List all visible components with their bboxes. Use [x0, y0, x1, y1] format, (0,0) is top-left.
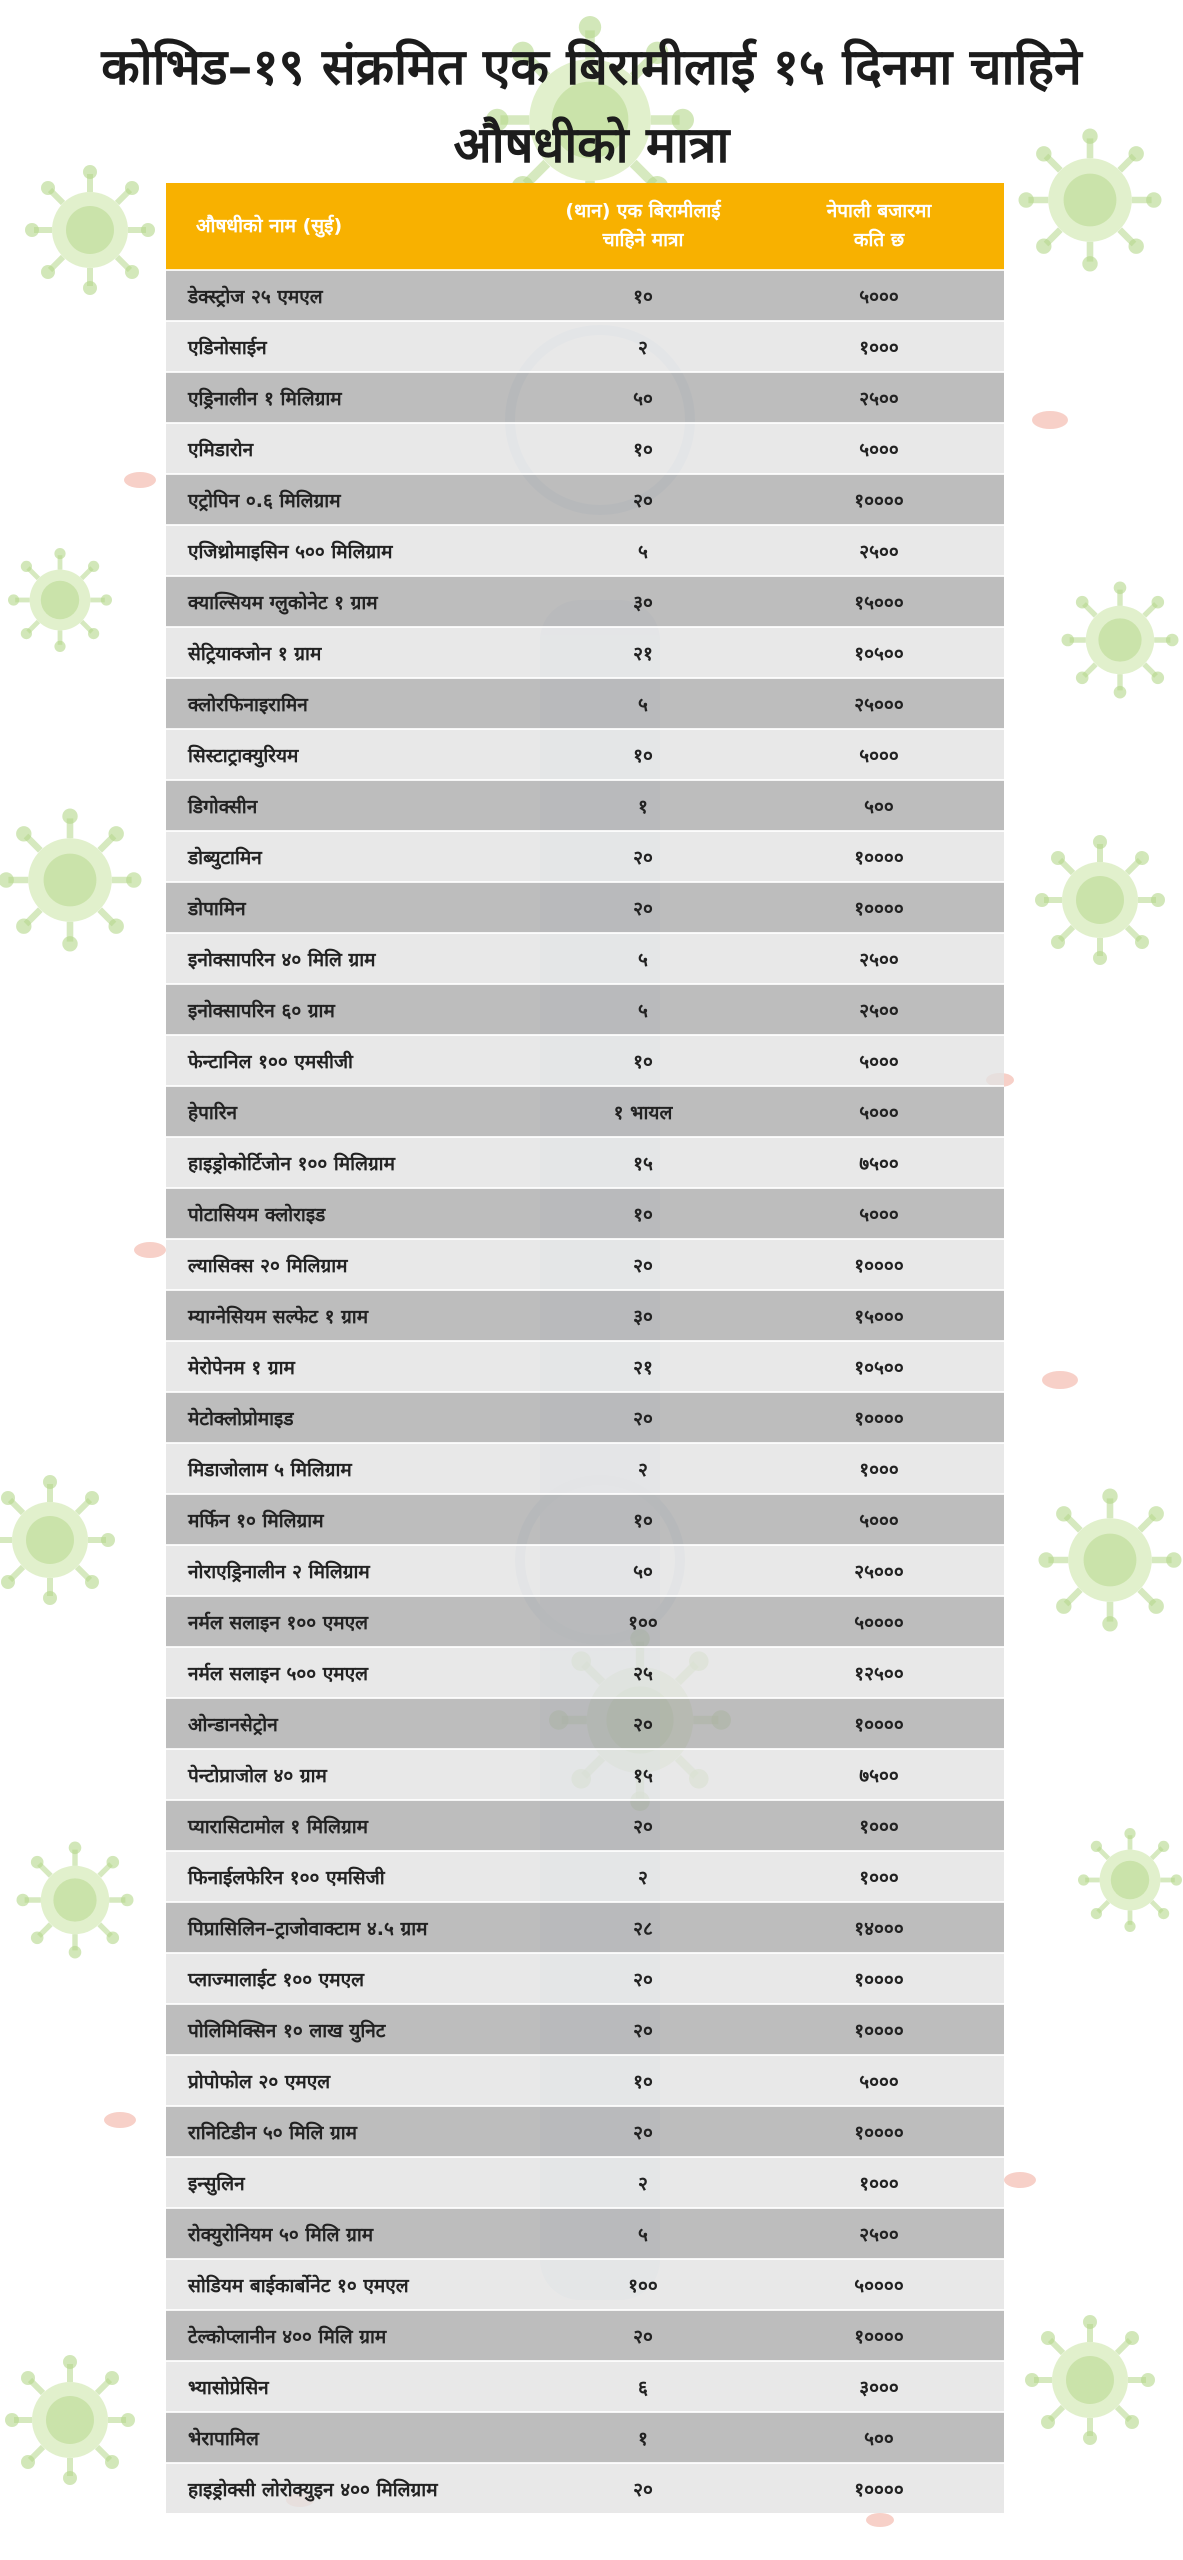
quantity-cell: ५ — [532, 2208, 754, 2259]
price-cell: १०००० — [754, 1239, 1004, 1290]
medicine-name-cell: डोब्युटामिन — [166, 831, 532, 882]
price-cell: २५००० — [754, 1545, 1004, 1596]
medicine-name-cell: सोडियम बाईकार्बोनेट १० एमएल — [166, 2259, 532, 2310]
price-cell: १०००० — [754, 1698, 1004, 1749]
table-row — [166, 1290, 1004, 1341]
quantity-cell: ५ — [532, 678, 754, 729]
medicine-name-cell: मेरोपेनम १ ग्राम — [166, 1341, 532, 1392]
price-cell: १४००० — [754, 1902, 1004, 1953]
table-row — [166, 1902, 1004, 1953]
table-row — [166, 2208, 1004, 2259]
medicine-name-cell: ओन्डानसेट्रोन — [166, 1698, 532, 1749]
page-title-line-2: औषधीको मात्रा — [453, 116, 730, 174]
quantity-cell: १० — [532, 1035, 754, 1086]
table-header-row — [166, 183, 1004, 270]
quantity-cell: २० — [532, 882, 754, 933]
quantity-cell: १० — [532, 1494, 754, 1545]
quantity-cell: २० — [532, 1953, 754, 2004]
price-cell: ५००० — [754, 1086, 1004, 1137]
quantity-cell: ३० — [532, 1290, 754, 1341]
table-row — [166, 1239, 1004, 1290]
table-row — [166, 933, 1004, 984]
medicine-name-cell: मर्फिन १० मिलिग्राम — [166, 1494, 532, 1545]
quantity-cell: ५ — [532, 525, 754, 576]
table-row — [166, 1800, 1004, 1851]
table-row — [166, 423, 1004, 474]
table-body — [166, 270, 1004, 2513]
medicine-name-cell: इनोक्सापरिन ६० ग्राम — [166, 984, 532, 1035]
table-row — [166, 576, 1004, 627]
quantity-cell: २१ — [532, 1341, 754, 1392]
medicine-name-cell: प्रोपोफोल २० एमएल — [166, 2055, 532, 2106]
medicine-name-cell: प्यारासिटामोल १ मिलिग्राम — [166, 1800, 532, 1851]
page-title — [0, 0, 1183, 184]
medicine-name-cell: इनोक्सापरिन ४० मिलि ग्राम — [166, 933, 532, 984]
price-cell: १२५०० — [754, 1647, 1004, 1698]
price-cell: ५०००० — [754, 1596, 1004, 1647]
page-title-line-1: कोभिड–१९ संक्रमित एक बिरामीलाई १५ दिनमा चाहिने — [101, 38, 1082, 96]
quantity-cell: १०० — [532, 1596, 754, 1647]
table-row — [166, 729, 1004, 780]
quantity-cell: २० — [532, 1698, 754, 1749]
table-row — [166, 984, 1004, 1035]
table-row — [166, 1494, 1004, 1545]
table-row — [166, 2361, 1004, 2412]
header-medicine-name: औषधीको नाम (सुई) — [166, 183, 532, 270]
table-row — [166, 474, 1004, 525]
price-cell: ७५०० — [754, 1749, 1004, 1800]
quantity-cell: २० — [532, 2106, 754, 2157]
price-cell: २५०० — [754, 2208, 1004, 2259]
medicine-name-cell: नर्मल सलाइन ५०० एमएल — [166, 1647, 532, 1698]
header-market-price: नेपाली बजारमा कति छ — [754, 183, 1004, 270]
price-cell: १००० — [754, 1443, 1004, 1494]
table-row — [166, 2310, 1004, 2361]
medicine-name-cell: एट्रोपिन ०.६ मिलिग्राम — [166, 474, 532, 525]
medicine-name-cell: एड्रिनालीन १ मिलिग्राम — [166, 372, 532, 423]
table-row — [166, 1851, 1004, 1902]
price-cell: १०००० — [754, 2004, 1004, 2055]
price-cell: १०००० — [754, 882, 1004, 933]
medicine-name-cell: क्लोरफिनाइरामिन — [166, 678, 532, 729]
medicine-name-cell: भेरापामिल — [166, 2412, 532, 2463]
table-row — [166, 1647, 1004, 1698]
quantity-cell: २ — [532, 1851, 754, 1902]
price-cell: १००० — [754, 2157, 1004, 2208]
medicine-name-cell: एजिथ्रोमाइसिन ५०० मिलिग्राम — [166, 525, 532, 576]
price-cell: ३००० — [754, 2361, 1004, 2412]
medicine-name-cell: हेपारिन — [166, 1086, 532, 1137]
quantity-cell: १० — [532, 729, 754, 780]
medicine-name-cell: फेन्टानिल १०० एमसीजी — [166, 1035, 532, 1086]
medicine-name-cell: एमिडारोन — [166, 423, 532, 474]
quantity-cell: १०० — [532, 2259, 754, 2310]
medicine-name-cell: पेन्टोप्राजोल ४० ग्राम — [166, 1749, 532, 1800]
quantity-cell: २ — [532, 2157, 754, 2208]
medicine-name-cell: भ्यासोप्रेसिन — [166, 2361, 532, 2412]
price-cell: ५००० — [754, 2055, 1004, 2106]
medicine-name-cell: सेट्रियाक्जोन १ ग्राम — [166, 627, 532, 678]
price-cell: १००० — [754, 321, 1004, 372]
medicine-name-cell: क्याल्सियम ग्लुकोनेट १ ग्राम — [166, 576, 532, 627]
price-cell: ७५०० — [754, 1137, 1004, 1188]
medicine-name-cell: रानिटिडीन ५० मिलि ग्राम — [166, 2106, 532, 2157]
medicine-name-cell: फिनाईलफेरिन १०० एमसिजी — [166, 1851, 532, 1902]
price-cell: १०००० — [754, 2310, 1004, 2361]
medicine-name-cell: हाइड्रोकोर्टिजोन १०० मिलिग्राम — [166, 1137, 532, 1188]
price-cell: ५००० — [754, 1494, 1004, 1545]
quantity-cell: २० — [532, 1239, 754, 1290]
price-cell: ५००० — [754, 1035, 1004, 1086]
price-cell: १०००० — [754, 831, 1004, 882]
quantity-cell: २० — [532, 1392, 754, 1443]
price-cell: ५०० — [754, 2412, 1004, 2463]
quantity-cell: २० — [532, 831, 754, 882]
medicine-name-cell: डेक्स्ट्रोज २५ एमएल — [166, 270, 532, 321]
quantity-cell: १ — [532, 2412, 754, 2463]
price-cell: १०००० — [754, 2463, 1004, 2513]
quantity-cell: २ — [532, 321, 754, 372]
table-row — [166, 831, 1004, 882]
quantity-cell: १५ — [532, 1137, 754, 1188]
price-cell: २५००० — [754, 678, 1004, 729]
table-row — [166, 627, 1004, 678]
quantity-cell: २५ — [532, 1647, 754, 1698]
quantity-cell: ५ — [532, 933, 754, 984]
medicine-name-cell: ल्यासिक्स २० मिलिग्राम — [166, 1239, 532, 1290]
price-cell: २५०० — [754, 525, 1004, 576]
price-cell: ५००० — [754, 270, 1004, 321]
quantity-cell: ५० — [532, 1545, 754, 1596]
medicine-name-cell: मेटोक्लोप्रोमाइड — [166, 1392, 532, 1443]
price-cell: १०५०० — [754, 1341, 1004, 1392]
table-row — [166, 2157, 1004, 2208]
price-cell: १५००० — [754, 576, 1004, 627]
medicine-name-cell: डिगोक्सीन — [166, 780, 532, 831]
quantity-cell: १० — [532, 1188, 754, 1239]
table-row — [166, 1341, 1004, 1392]
quantity-cell: ५० — [532, 372, 754, 423]
medicine-name-cell: डोपामिन — [166, 882, 532, 933]
quantity-cell: २० — [532, 474, 754, 525]
price-cell: १०५०० — [754, 627, 1004, 678]
table-row — [166, 1749, 1004, 1800]
medicine-name-cell: पोटासियम क्लोराइड — [166, 1188, 532, 1239]
table-row — [166, 780, 1004, 831]
price-cell: १०००० — [754, 1392, 1004, 1443]
table-row — [166, 372, 1004, 423]
price-cell: २५०० — [754, 372, 1004, 423]
price-cell: २५०० — [754, 933, 1004, 984]
table-row — [166, 2259, 1004, 2310]
quantity-cell: २० — [532, 2004, 754, 2055]
price-cell: १५००० — [754, 1290, 1004, 1341]
quantity-cell: २१ — [532, 627, 754, 678]
medicine-name-cell: रोक्युरोनियम ५० मिलि ग्राम — [166, 2208, 532, 2259]
medicine-table — [166, 183, 1004, 2513]
price-cell: ५००० — [754, 1188, 1004, 1239]
quantity-cell: ५ — [532, 984, 754, 1035]
quantity-cell: १ — [532, 780, 754, 831]
table-row — [166, 1698, 1004, 1749]
table-row — [166, 1953, 1004, 2004]
medicine-name-cell: पिप्रासिलिन–ट्राजोवाक्टाम ४.५ ग्राम — [166, 1902, 532, 1953]
quantity-cell: १५ — [532, 1749, 754, 1800]
table-row — [166, 1086, 1004, 1137]
table-row — [166, 2004, 1004, 2055]
table-row — [166, 2412, 1004, 2463]
table-row — [166, 1035, 1004, 1086]
medicine-name-cell: नोराएड्रिनालीन २ मिलिग्राम — [166, 1545, 532, 1596]
table-row — [166, 2106, 1004, 2157]
quantity-cell: ६ — [532, 2361, 754, 2412]
medicine-name-cell: एडिनोसाईन — [166, 321, 532, 372]
medicine-table-container — [166, 183, 1004, 2513]
header-quantity: (थान) एक बिरामीलाई चाहिने मात्रा — [532, 183, 754, 270]
price-cell: १००० — [754, 1800, 1004, 1851]
table-row — [166, 525, 1004, 576]
table-row — [166, 1443, 1004, 1494]
table-row — [166, 2055, 1004, 2106]
price-cell: ५००० — [754, 729, 1004, 780]
quantity-cell: २० — [532, 1800, 754, 1851]
table-row — [166, 1188, 1004, 1239]
price-cell: १०००० — [754, 2106, 1004, 2157]
medicine-name-cell: प्लाज्मालाईट १०० एमएल — [166, 1953, 532, 2004]
medicine-name-cell: इन्सुलिन — [166, 2157, 532, 2208]
medicine-name-cell: नर्मल सलाइन १०० एमएल — [166, 1596, 532, 1647]
quantity-cell: ३० — [532, 576, 754, 627]
table-row — [166, 2463, 1004, 2513]
table-row — [166, 321, 1004, 372]
table-row — [166, 270, 1004, 321]
quantity-cell: २० — [532, 2463, 754, 2513]
medicine-name-cell: सिस्टाट्राक्युरियम — [166, 729, 532, 780]
price-cell: ५०००० — [754, 2259, 1004, 2310]
table-row — [166, 678, 1004, 729]
table-row — [166, 1545, 1004, 1596]
quantity-cell: १० — [532, 270, 754, 321]
table-row — [166, 1596, 1004, 1647]
medicine-name-cell: हाइड्रोक्सी लोरोक्युइन ४०० मिलिग्राम — [166, 2463, 532, 2513]
price-cell: १०००० — [754, 474, 1004, 525]
price-cell: २५०० — [754, 984, 1004, 1035]
quantity-cell: १० — [532, 423, 754, 474]
quantity-cell: २० — [532, 2310, 754, 2361]
medicine-name-cell: टेल्कोप्लानीन ४०० मिलि ग्राम — [166, 2310, 532, 2361]
medicine-name-cell: मिडाजोलाम ५ मिलिग्राम — [166, 1443, 532, 1494]
price-cell: ५००० — [754, 423, 1004, 474]
medicine-name-cell: पोलिमिक्सिन १० लाख युनिट — [166, 2004, 532, 2055]
quantity-cell: १० — [532, 2055, 754, 2106]
table-row — [166, 1137, 1004, 1188]
table-row — [166, 1392, 1004, 1443]
medicine-name-cell: म्याग्नेसियम सल्फेट १ ग्राम — [166, 1290, 532, 1341]
price-cell: १०००० — [754, 1953, 1004, 2004]
quantity-cell: २ — [532, 1443, 754, 1494]
table-row — [166, 882, 1004, 933]
quantity-cell: १ भायल — [532, 1086, 754, 1137]
price-cell: १००० — [754, 1851, 1004, 1902]
price-cell: ५०० — [754, 780, 1004, 831]
quantity-cell: २८ — [532, 1902, 754, 1953]
